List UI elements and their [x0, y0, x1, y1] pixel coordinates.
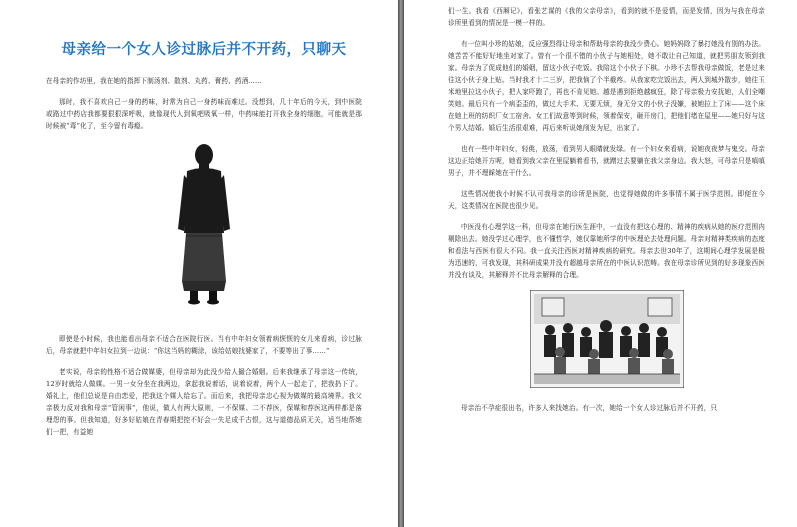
paragraph: 们一生。我看《西厢记》，看张艺谋的《我的父亲母亲》，看到的就不是爱情，而是发情，因为与我在母亲诊所里看到的情况是一模一样的。: [448, 7, 765, 27]
paragraph: 母亲治不孕症很出名，许多人来找她治。有一次，她给一个女人诊过脉后并不开药，只: [461, 404, 718, 412]
woman-back-photo: [164, 141, 244, 309]
right-page: [404, 0, 797, 527]
paragraph: 也有一些中年妇女，轻佻，放荡，看到男人眼睛就发绿。有一个妇女来看病，说她夜夜梦与鬼交。母亲这边正给她开方呢，她看到我父亲在里屋躺着看书，就蹭过去要躺在我父亲身边。我大怒，可母亲只是嗔嗔男子，并不理睬她在干什么。: [448, 145, 765, 177]
paragraph: 这些情况使我小时候不认可我母亲的诊所是医院，也觉得她做的许多事情不属于医学范围。即便在今天，这类情况在医院也很少见。: [448, 190, 765, 210]
paragraph: 那时，我不喜欢自己一身的药味，时常为自己一身药味而难过。没想到，几十年后的今天，到中医院或路过中药店我都要狠狠深呼吸，就像现代人到氧吧吸氧一样，中药味能打开我全身的细胞，可能就是那时候被“毒”化了，至今留有毒瘾。: [46, 98, 362, 130]
chapter-title: 母亲给一个女人诊过脉后并不开药，只聊天: [61, 41, 347, 58]
paragraph: 有一位叫小珍的姑娘，反应强烈得让母亲和帮助母亲的我没少费心。她妈妈除了暴打她没有别的办法。她苦苦不能好好地坐对家了。曾有一个很不错的小伙子与她相处，她不敢让自己知道，就把男朋友领到我家。母亲为了促成他们的婚姻，留这小伙子吃饭。我陪这个小伙子下棋。小珍不去帮我母亲做饭，老是过来往这小伙子身上贴。当时我才十二三岁，把我恼了个半截疼。从我家吃完饭出去，两人到城外散步，她往玉米地里拉这小伙子，把人家吓跑了，再也不肯见她。越是遇到拒绝越疯狂，除了母亲极力安抚她，人们全嘲笑她。最后只有一个病歪歪的，做过大手术、无要无烦，身无分文的小伙子没嫌，被她拉上了床——这个床在她上班的纺织厂女工宿舍。女工们故意等到时候，领着保安，砸开房门，把他们堵在屋里——她只好与这个男人结婚。婚后生活很艰难，再后来听说她削发为尼，出家了。: [448, 40, 765, 132]
paragraph: 老实说，母亲的性格不适合做媒婆，但母亲却为此没少给人撮合婚姻。后来我继承了母亲这一传统，12岁时就给人做媒。一男一女分坐在我两边，拿起我说着话，说着说着，两个人一起走了，把我扔下了。婚礼上，他们总说是自由恋爱，把我这个媒人给忘了。而后来，我把母亲忠心视为做媒的最高境界。我父亲极力反对我和母亲“管闲事”，他说，做人有两大原则，一不保媒、二不荐医，保媒和荐医这两样都是落埋怨的事。但我知道，好多好姑娘在青春期把控不好会一失足成千古恨，这与道德品质无关，适当地帮她们一把，有益她: [46, 368, 362, 436]
paragraph: 即使是小时候，我也能看出母亲不适合在医院行医。当有中年妇女领着病恹恹的女儿来看病，诊过脉后，母亲就把中年妇女拉到一边说：“你这当妈的糊涂，该给姑娘找婆家了，不要等出了事……”: [46, 335, 362, 355]
left-page: [0, 0, 398, 527]
paragraph: 在母亲的作坊里，我在她的指挥下制汤剂、散剂、丸药、膏药、药酒……: [46, 77, 262, 85]
village-gathering-illustration: [530, 290, 684, 388]
paragraph: 中医没有心理学这一科，但母亲在她行医生涯中，一直没有把这心理的、精神的疾病从她的医疗范围内剔除出去。她没学过心理学，也不懂哲学，她仅靠她所学的中医理论去处理问题。母亲对精神类疾病的态度和看法与西医有很大不同。我一直关注西医对精神疾病的研究。母亲去世30年了，这期间心理学发展是极为迅速的，可我发现，其科研成果并没有超越母亲所在的中医认识范畴。我在母亲诊所见到的好多现象西医并没有谈及，其解释并不比母亲解释的合理。: [448, 223, 765, 279]
